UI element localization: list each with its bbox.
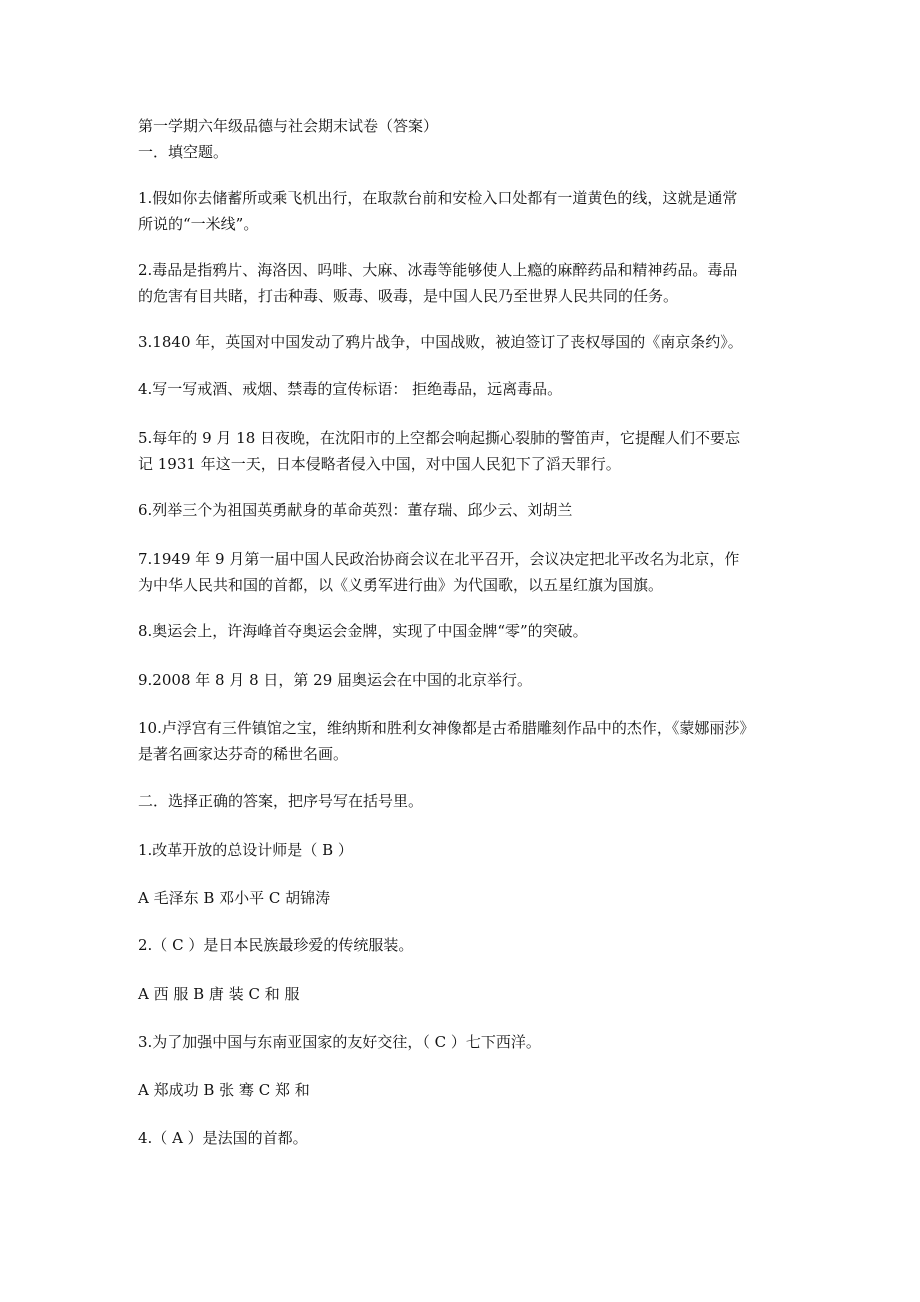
fill-item-5-line2: 记 1931 年这一天，日本侵略者侵入中国，对中国人民犯下了滔天罪行。 — [138, 455, 621, 473]
fill-item-7-line2: 为中华人民共和国的首都，以《义勇军进行曲》为代国歌，以五星红旗为国旗。 — [138, 576, 664, 594]
fill-item-7-line1: 7.1949 年 9 月第一届中国人民政治协商会议在北平召开，会议决定把北平改名为北京，作 — [138, 550, 740, 568]
fill-item-1-line1: 1.假如你去储蓄所或乘飞机出行，在取款台前和安检入口处都有一道黄色的线，这就是通常 — [138, 189, 738, 207]
choice-item-3-question: 3.为了加强中国与东南亚国家的友好交往，（ C ）七下西洋。 — [138, 1033, 541, 1051]
fill-item-9-line1: 9.2008 年 8 月 8 日，第 29 届奥运会在中国的北京举行。 — [138, 671, 533, 689]
fill-item-2-line2: 的危害有目共睹，打击种毒、贩毒、吸毒，是中国人民乃至世界人民共同的任务。 — [138, 287, 679, 305]
choice-item-1-question: 1.改革开放的总设计师是（ B ） — [138, 841, 353, 859]
fill-item-5-line1: 5.每年的 9 月 18 日夜晚，在沈阳市的上空都会响起撕心裂肺的警笛声，它提醒人们不要忘 — [138, 429, 741, 447]
section1-heading: 一．填空题。 — [138, 143, 229, 161]
fill-item-1-line2: 所说的“一米线”。 — [138, 215, 259, 233]
fill-item-4-line1: 4.写一写戒酒、戒烟、禁毒的宣传标语： 拒绝毒品，远离毒品。 — [138, 380, 563, 398]
section2-heading: 二．选择正确的答案，把序号写在括号里。 — [138, 792, 424, 810]
choice-item-1-options: A 毛泽东 B 邓小平 C 胡锦涛 — [138, 889, 331, 907]
fill-item-10-line1: 10.卢浮宫有三件镇馆之宝，维纳斯和胜利女神像都是古希腊雕刻作品中的杰作，《蒙娜丽莎》 — [138, 719, 755, 737]
fill-item-2-line1: 2.毒品是指鸦片、海洛因、吗啡、大麻、冰毒等能够使人上瘾的麻醉药品和精神药品。毒品 — [138, 261, 738, 279]
document-title: 第一学期六年级品德与社会期末试卷（答案） — [138, 117, 439, 135]
choice-item-4-question: 4.（ A ）是法国的首都。 — [138, 1129, 308, 1147]
fill-item-8-line1: 8.奥运会上，许海峰首夺奥运会金牌，实现了中国金牌“零”的突破。 — [138, 622, 588, 640]
choice-item-2-options: A 西 服 B 唐 装 C 和 服 — [138, 985, 300, 1003]
fill-item-3-line1: 3.1840 年，英国对中国发动了鸦片战争，中国战败，被迫签订了丧权辱国的《南京条约》。 — [138, 333, 743, 351]
fill-item-10-line2: 是著名画家达芬奇的稀世名画。 — [138, 745, 349, 763]
fill-item-6-line1: 6.列举三个为祖国英勇献身的革命英烈：董存瑞、邱少云、刘胡兰 — [138, 501, 573, 519]
choice-item-3-options: A 郑成功 B 张 骞 C 郑 和 — [138, 1081, 310, 1099]
choice-item-2-question: 2.（ C ）是日本民族最珍爱的传统服装。 — [138, 936, 414, 954]
